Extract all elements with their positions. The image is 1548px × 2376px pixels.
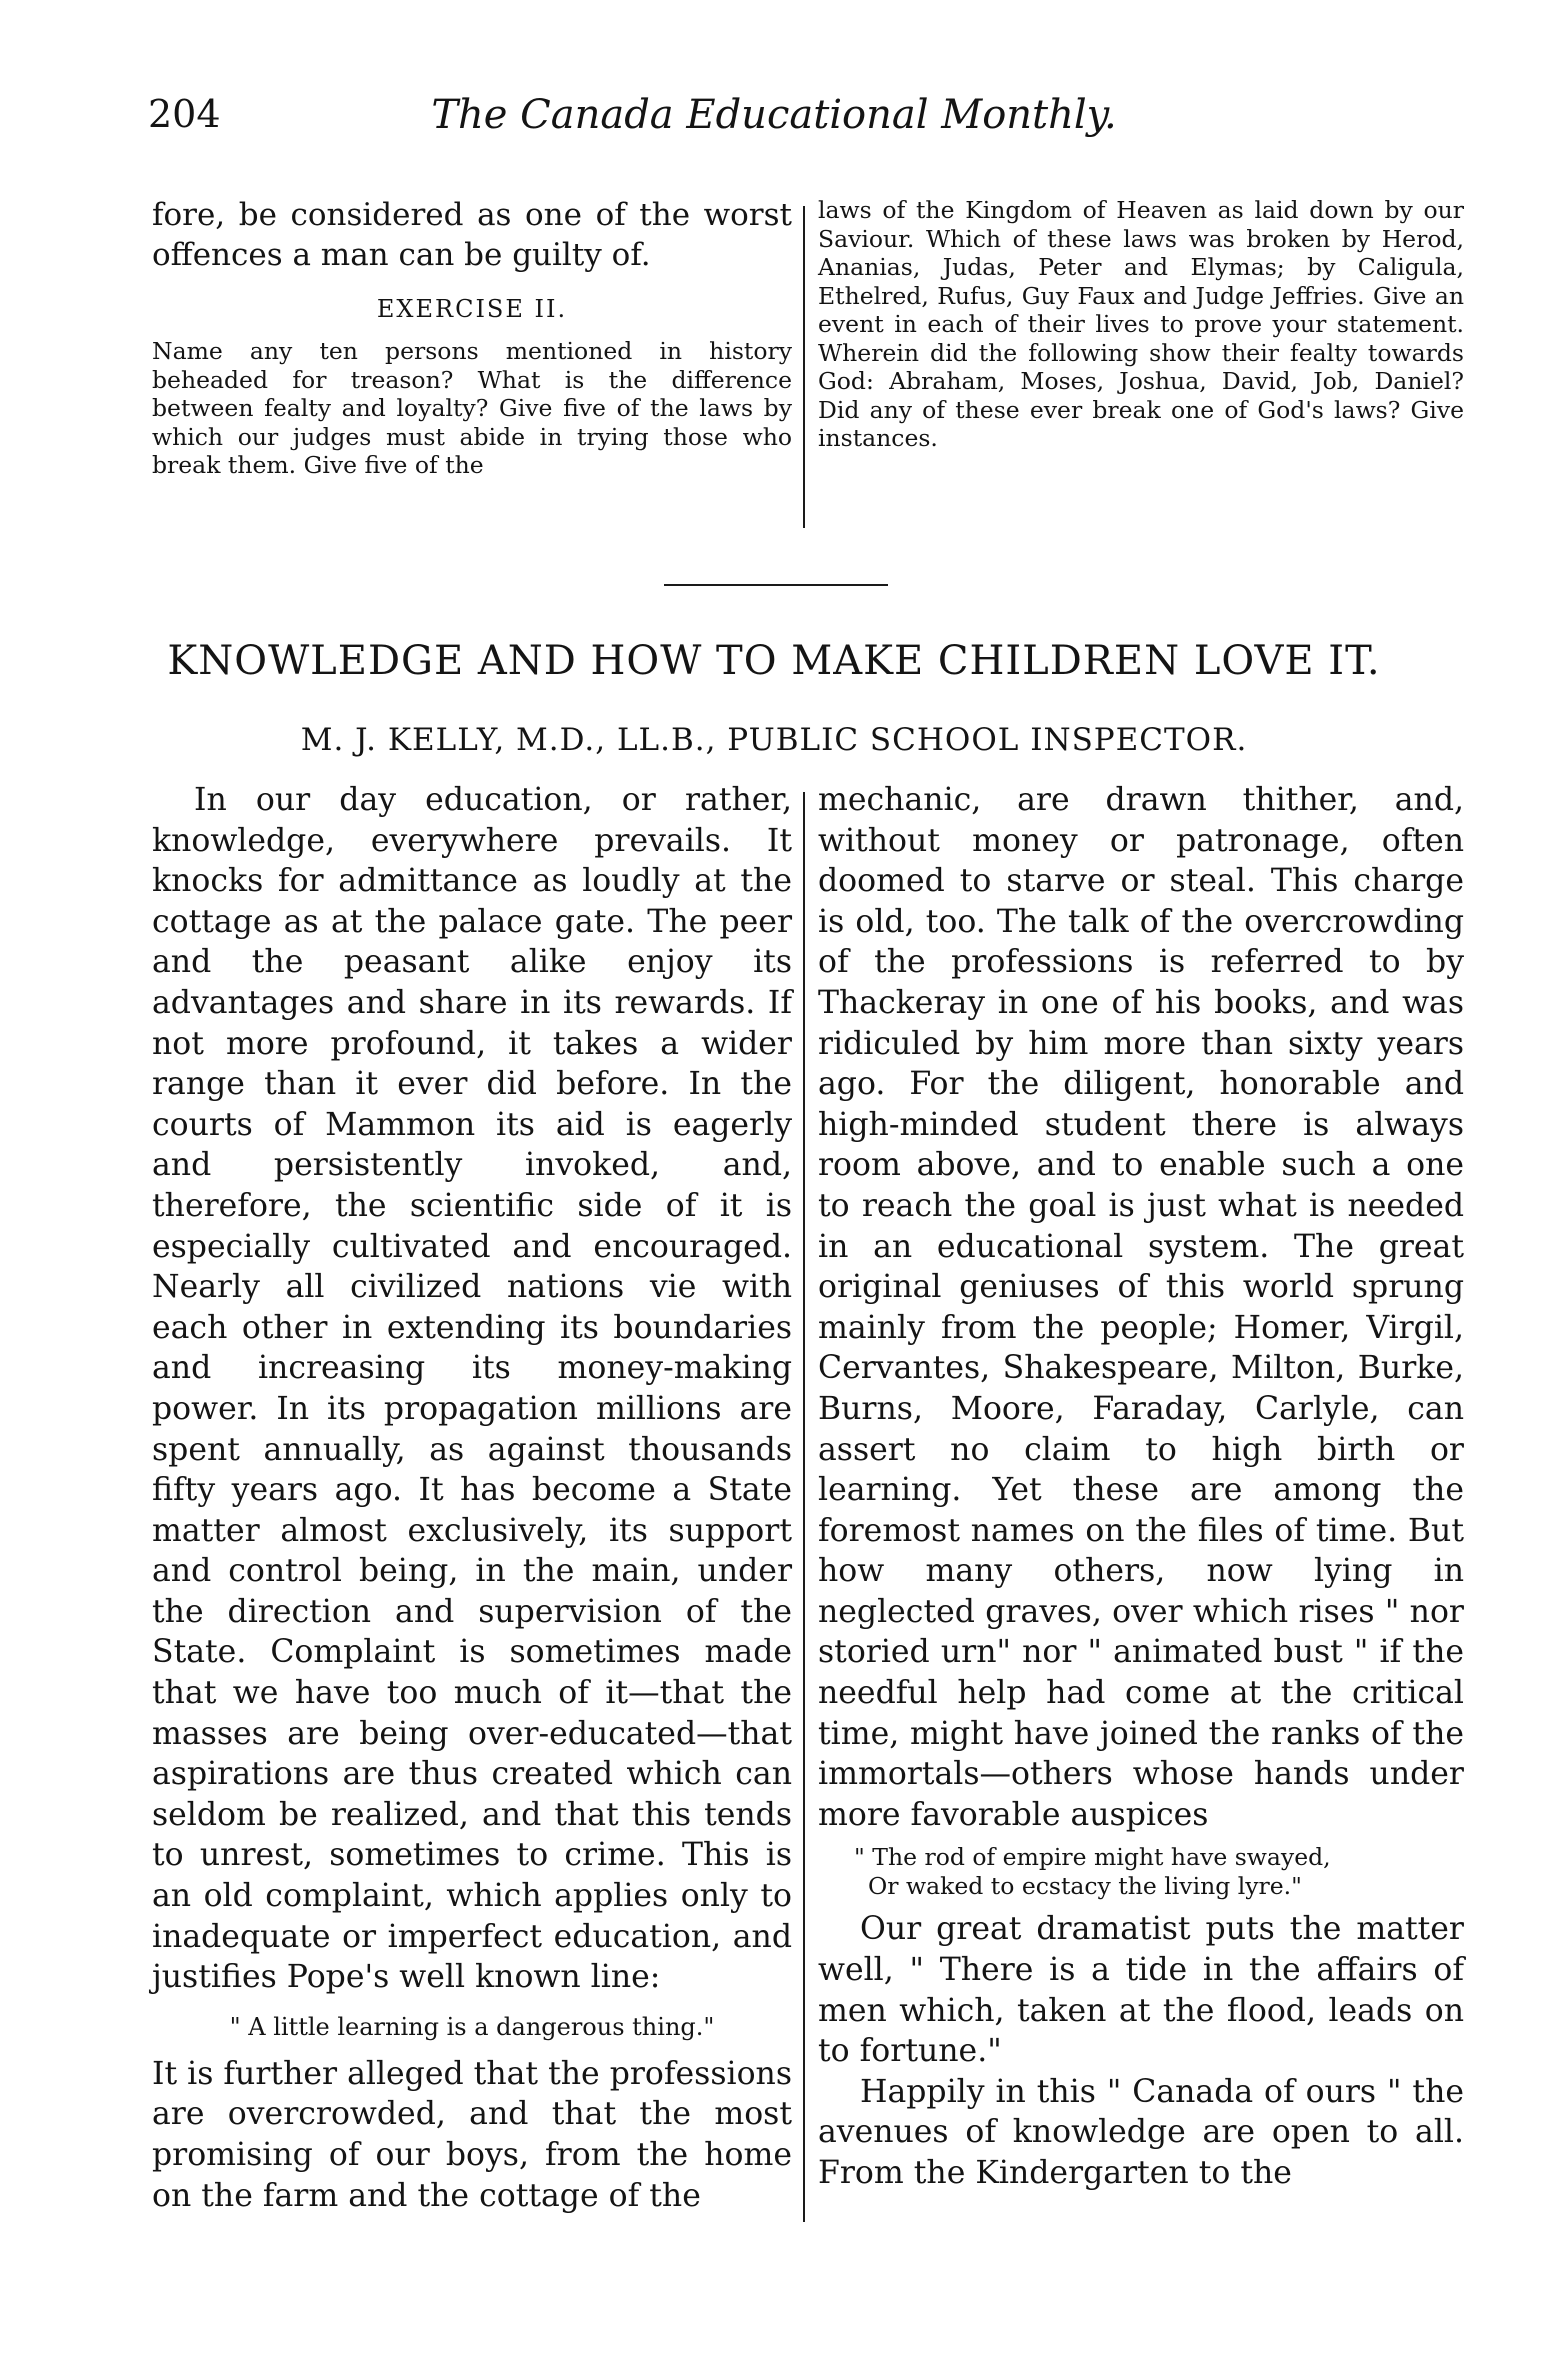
journal-title: The Canada Educational Monthly. xyxy=(431,92,1117,138)
exercise-heading: EXERCISE II. xyxy=(376,295,568,323)
continued-text: fore, be considered as one of the worst offences a man can be guilty of. xyxy=(152,197,792,273)
article-author: M. J. KELLY, M.D., LL.B., PUBLIC SCHOOL INSPECTOR. xyxy=(300,722,1248,758)
pope-quote: " A little learning is a dangerous thing." xyxy=(229,2012,715,2041)
article-title: KNOWLEDGE AND HOW TO MAKE CHILDREN LOVE IT. xyxy=(167,638,1381,684)
quote-line: " The rod of empire might have swayed, xyxy=(854,1843,1331,1872)
page-number: 204 xyxy=(148,92,221,136)
running-header xyxy=(0,92,1548,162)
article-left-column xyxy=(152,780,792,2216)
exercise-left-column xyxy=(152,196,792,480)
exercise-questions-left: Name any ten persons mentioned in history beheaded for treason? What is the difference between fealty and loyalty? Give five of the laws by which our judges must abide in trying those who break them. Give five of the xyxy=(152,337,792,479)
paragraph: Our great dramatist puts the matter well, " There is a tide in the affairs of men which, taken at the flood, leads on to fortune." xyxy=(818,1911,1464,2070)
quote-line: Or waked to ecstacy the living lyre." xyxy=(868,1872,1302,1901)
exercise-right-column xyxy=(818,196,1464,453)
column-rule-main xyxy=(803,792,805,2222)
column-rule-top xyxy=(803,206,805,528)
paragraph: mechanic, are drawn thither, and, without money or patronage, often doomed to starve or steal. This charge is old, too. The talk of the overcrowding of the professions is referred to by Thackeray in one of his books, and was ridiculed by him more than sixty years ago. For the diligent, honorable and high-minded student there is always room above, and to enable such a one to reach the goal is just what is needed in an educational system. The great original geniuses of this world sprung mainly from the people; Homer, Virgil, Cervantes, Shakespeare, Milton, Burke, Burns, Moore, Faraday, Carlyle, can assert no claim to high birth or learning. Yet these are among the foremost names on the files of time. But how many others, now lying in neglected graves, over which rises " nor storied urn" nor " animated bust " if the needful help had come at the critical time, might have joined the ranks of the immortals—others whose hands under more favorable auspices xyxy=(818,782,1464,1833)
section-separator xyxy=(664,584,888,586)
gray-elegy-quote xyxy=(854,1843,1464,1901)
paragraph: In our day education, or rather, knowledge, everywhere prevails. It knocks for admittance as loudly at the cottage as at the palace gate. The peer and the peasant alike enjoy its advantages and share in its rewards. If not more profound, it takes a wider range than it ever did before. In the courts of Mammon its aid is eagerly and persistently invoked, and, therefore, the scientific side of it is especially cultivated and encouraged. Nearly all civilized nations vie with each other in extending its boundaries and increasing its money-making power. In its propagation millions are spent annually, as against thousands fifty years ago. It has become a State matter almost exclusively, its support and control being, in the main, under the direction and supervision of the State. Complaint is sometimes made that we have too much of it—that the masses are being over-educated—that aspirations are thus created which can seldom be realized, and that this tends to unrest, sometimes to crime. This is an old complaint, which applies only to inadequate or imperfect education, and justifies Pope's well known line: xyxy=(152,782,792,1996)
paragraph: Happily in this " Canada of ours " the avenues of knowledge are open to all. From the Kindergarten to the xyxy=(818,2073,1464,2191)
article-right-column xyxy=(818,780,1464,2194)
paragraph: It is further alleged that the professions are overcrowded, and that the most promising of our boys, from the home on the farm and the cottage of the xyxy=(152,2055,792,2214)
exercise-questions-right: laws of the Kingdom of Heaven as laid down by our Saviour. Which of these laws was broken by Herod, Ananias, Judas, Peter and Elymas; by Caligula, Ethelred, Rufus, Guy Faux and Judge Jeffries. Give an event in each of their lives to prove your statement. Wherein did the following show their fealty towards God: Abraham, Moses, Joshua, David, Job, Daniel? Did any of these ever break one of God's laws? Give instances. xyxy=(818,196,1464,452)
